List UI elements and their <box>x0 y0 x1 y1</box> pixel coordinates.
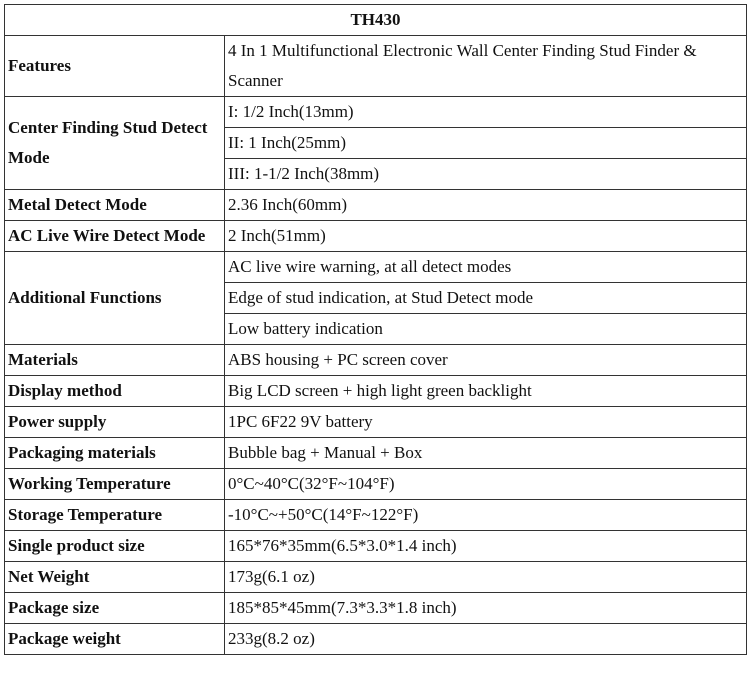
row-label: Packaging materials <box>5 438 225 469</box>
row-value: 173g(6.1 oz) <box>225 562 747 593</box>
table-row <box>5 97 747 128</box>
row-label: Package weight <box>5 624 225 655</box>
table-row <box>5 190 747 221</box>
table-row <box>5 469 747 500</box>
table-row <box>5 562 747 593</box>
table-row <box>5 221 747 252</box>
table-row <box>5 593 747 624</box>
row-value: I: 1/2 Inch(13mm) <box>225 97 747 128</box>
table-row <box>5 500 747 531</box>
row-value: III: 1-1/2 Inch(38mm) <box>225 159 747 190</box>
row-value: -10°C~+50°C(14°F~122°F) <box>225 500 747 531</box>
row-value: 1PC 6F22 9V battery <box>225 407 747 438</box>
row-value: 2.36 Inch(60mm) <box>225 190 747 221</box>
row-value: 2 Inch(51mm) <box>225 221 747 252</box>
table-row <box>5 438 747 469</box>
row-value: Edge of stud indication, at Stud Detect mode <box>225 283 747 314</box>
row-label: Storage Temperature <box>5 500 225 531</box>
row-label: Additional Functions <box>5 252 225 345</box>
row-label: Working Temperature <box>5 469 225 500</box>
spec-table <box>4 4 747 655</box>
row-value: 0°C~40°C(32°F~104°F) <box>225 469 747 500</box>
row-value: ABS housing + PC screen cover <box>225 345 747 376</box>
row-value: 233g(8.2 oz) <box>225 624 747 655</box>
title-row <box>5 5 747 36</box>
row-label: Center Finding Stud Detect Mode <box>5 97 225 190</box>
row-value: 185*85*45mm(7.3*3.3*1.8 inch) <box>225 593 747 624</box>
row-label: Single product size <box>5 531 225 562</box>
row-value: AC live wire warning, at all detect modes <box>225 252 747 283</box>
row-value: Low battery indication <box>225 314 747 345</box>
row-label: Display method <box>5 376 225 407</box>
table-row <box>5 252 747 283</box>
row-value: 4 In 1 Multifunctional Electronic Wall Center Finding Stud Finder & Scanner <box>225 36 747 97</box>
table-title: TH430 <box>5 5 747 36</box>
row-value: 165*76*35mm(6.5*3.0*1.4 inch) <box>225 531 747 562</box>
table-row <box>5 624 747 655</box>
row-label: Metal Detect Mode <box>5 190 225 221</box>
row-value: Big LCD screen + high light green backlight <box>225 376 747 407</box>
row-label: AC Live Wire Detect Mode <box>5 221 225 252</box>
table-row <box>5 36 747 97</box>
row-label: Net Weight <box>5 562 225 593</box>
table-row <box>5 345 747 376</box>
row-label: Power supply <box>5 407 225 438</box>
row-label: Materials <box>5 345 225 376</box>
row-label: Package size <box>5 593 225 624</box>
table-row <box>5 531 747 562</box>
row-value: II: 1 Inch(25mm) <box>225 128 747 159</box>
table-row <box>5 376 747 407</box>
table-row <box>5 407 747 438</box>
row-value: Bubble bag + Manual + Box <box>225 438 747 469</box>
row-label: Features <box>5 36 225 97</box>
